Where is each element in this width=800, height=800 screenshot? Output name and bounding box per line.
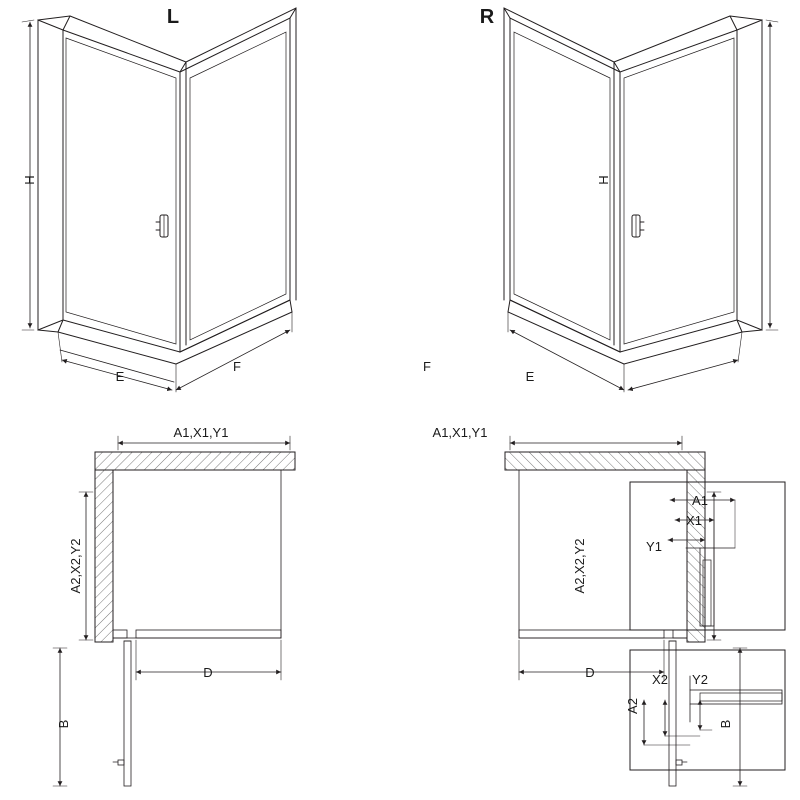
plan-left-dim-B (53, 648, 67, 786)
iso-left-glass-side (66, 38, 176, 344)
detail-bottom-glass (700, 693, 782, 701)
iso-left-dim-EF (58, 312, 292, 398)
detail-bottom-label-Y2: Y2 (692, 672, 708, 687)
iso-left-dim-H (22, 20, 34, 330)
iso-left-front-outer (180, 18, 290, 352)
iso-right-label-E: E (525, 369, 535, 384)
iso-left-bottom-corner-2 (290, 300, 292, 312)
iso-view-right (504, 8, 778, 392)
plan-left-label-side: A2,X2,Y2 (68, 538, 83, 594)
detail-bottom-dim-A2 (644, 700, 690, 745)
iso-left-label-E: E (115, 369, 125, 384)
plan-view-left (53, 436, 295, 786)
plan-left-wall-top (95, 452, 295, 470)
iso-left-corner-a (63, 16, 70, 30)
iso-left-bottom-rail-side-2 (58, 332, 176, 364)
plan-left-door-handle (113, 760, 124, 765)
iso-left-door-handle (156, 215, 168, 237)
detail-top-label-Y1: Y1 (646, 539, 662, 554)
plan-right-label-B: B (718, 719, 733, 729)
iso-left-view-label: L (166, 6, 180, 28)
iso-left-bottom-left-edge (38, 330, 58, 332)
detail-bottom-dim-Y2 (700, 700, 712, 730)
plan-right-label-side: A2,X2,Y2 (572, 538, 587, 594)
detail-top-label-X1: X1 (686, 513, 702, 528)
iso-left-label-H: H (22, 175, 37, 185)
iso-view-left (22, 8, 296, 398)
iso-right-side-outer (737, 20, 762, 330)
iso-right-label-H: H (596, 175, 611, 185)
iso-left-top-edge-a (38, 16, 70, 20)
plan-left-label-top: A1,X1,Y1 (173, 425, 229, 440)
iso-left-front-outer-2 (186, 8, 296, 300)
iso-left-label-F: F (233, 359, 241, 374)
detail-bottom-dim-X2 (665, 700, 700, 736)
plan-right-label-top: A1,X1,Y1 (432, 425, 488, 440)
plan-left-hinge-post (113, 630, 127, 638)
iso-left-side-outer (38, 20, 63, 330)
detail-top-label-A1: A1 (692, 493, 708, 508)
detail-bottom-profile (690, 690, 782, 704)
plan-left-label-D: D (203, 665, 213, 680)
detail-view-bottom (630, 650, 785, 770)
plan-right-label-D: D (585, 665, 595, 680)
iso-right-view-label: R (479, 6, 495, 28)
detail-bottom-label-A2: A2 (625, 698, 640, 714)
iso-left-bottom-rail-front (180, 300, 290, 352)
plan-left-enclosure (113, 470, 281, 638)
plan-left-wall-side (95, 470, 113, 642)
plan-left-fixed-panel (136, 630, 281, 638)
plan-left-label-B: B (56, 719, 71, 729)
iso-left-glass-front (190, 32, 286, 340)
detail-bottom-label-X2: X2 (652, 672, 668, 687)
plan-left-door-leaf (124, 641, 131, 786)
iso-right-label-F: F (423, 359, 431, 374)
detail-bottom-frame (630, 650, 785, 770)
iso-left-bottom-rail-side (63, 320, 180, 352)
